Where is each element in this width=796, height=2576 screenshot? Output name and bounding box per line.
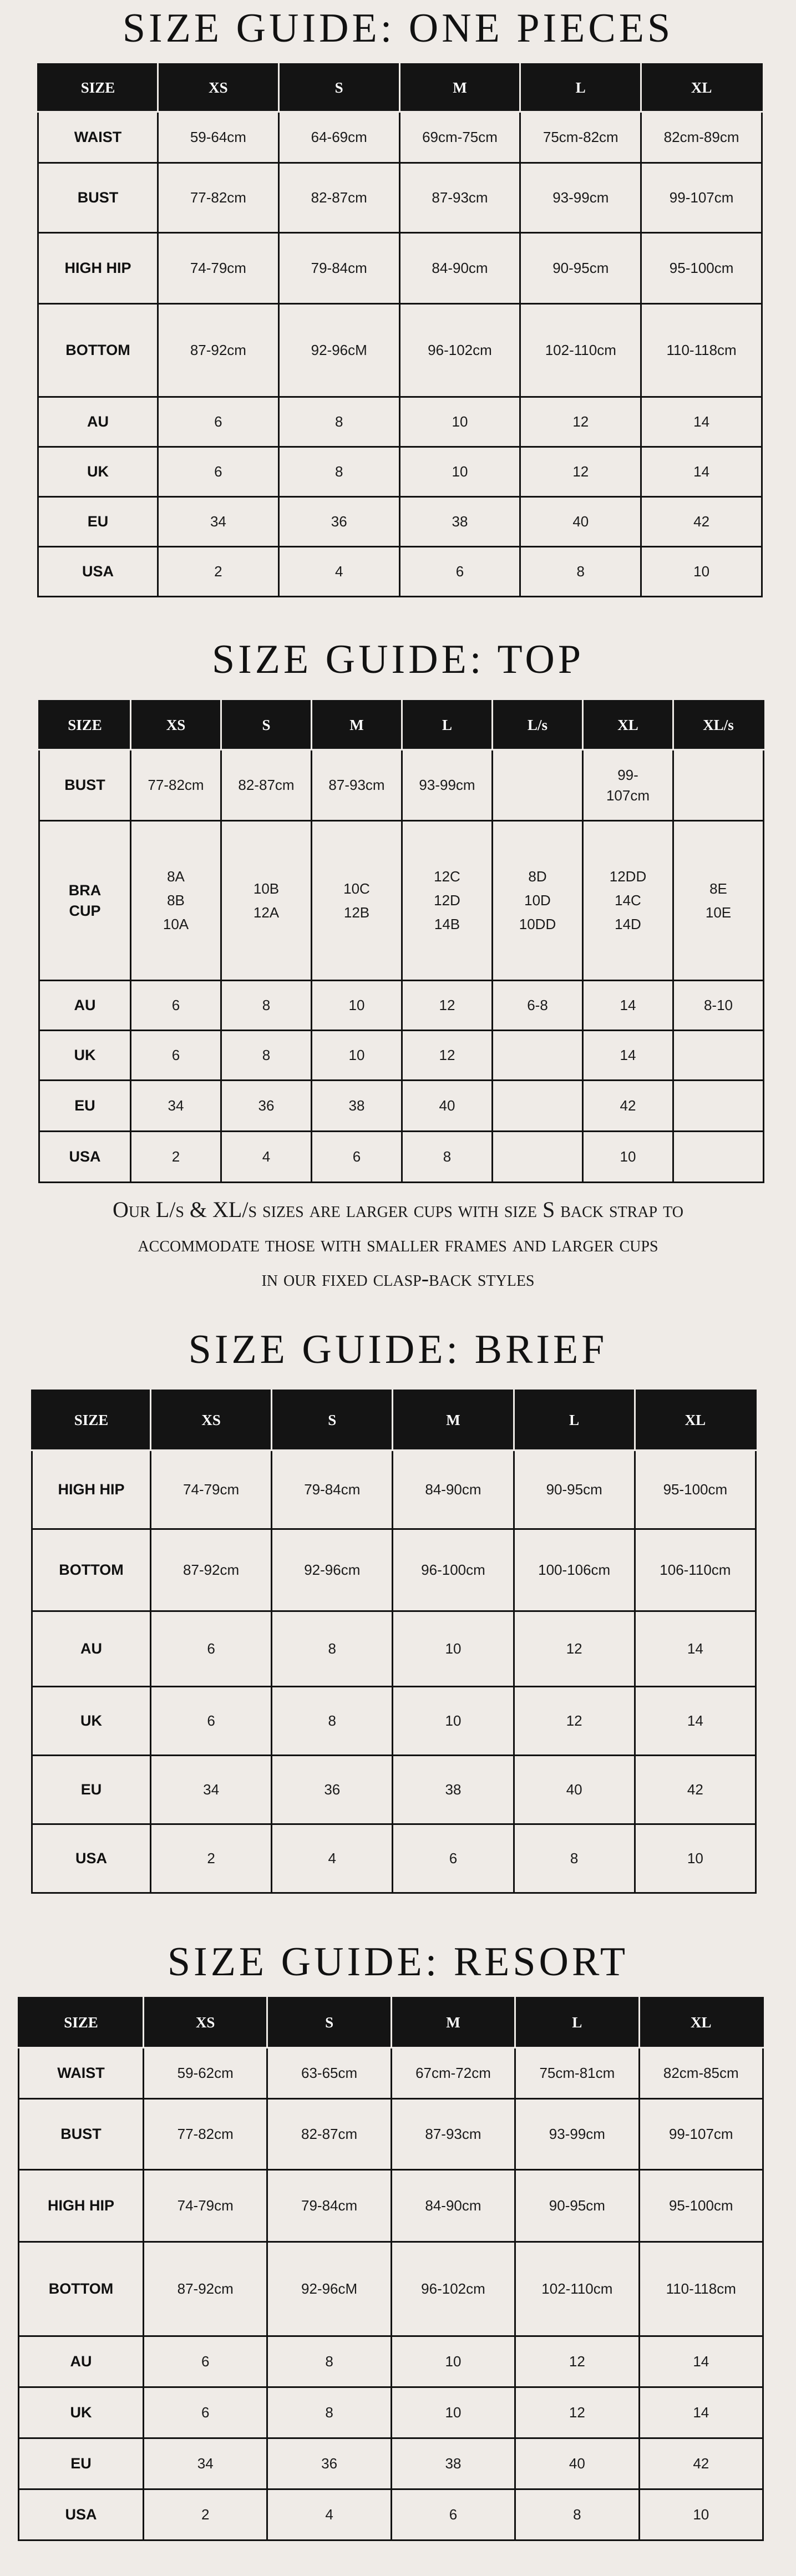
note-line: in our fixed clasp-back styles [261, 1266, 535, 1291]
size-cell: 96-102cm [391, 2242, 515, 2336]
size-cell: 74-79cm [144, 2170, 267, 2242]
top-size-table [38, 700, 764, 1183]
table-row-bottom [19, 2242, 763, 2336]
size-cell: 8 [520, 547, 641, 597]
size-cell: 6 [131, 1031, 221, 1081]
size-cell: 40 [515, 2438, 639, 2489]
header-row [39, 701, 764, 750]
header-xl: XL [639, 1998, 763, 2048]
size-cell: 99-107cm [583, 750, 673, 821]
row-label-high-hip: HIGH HIP [38, 233, 158, 304]
table-row-high-hip [32, 1451, 756, 1529]
size-cell [493, 1031, 583, 1081]
row-label-usa: USA [32, 1824, 151, 1893]
one-pieces-size-table [37, 63, 763, 597]
table-row-au [32, 1611, 756, 1687]
row-label-eu: EU [38, 497, 158, 547]
size-cell: 82-87cm [278, 163, 399, 233]
size-cell: 102-110cm [520, 304, 641, 397]
size-cell: 8 [515, 2489, 639, 2540]
row-label-bust: BUST [38, 163, 158, 233]
size-cell: 67cm-72cm [391, 2048, 515, 2099]
size-cell: 10 [312, 981, 402, 1031]
size-cell: 99-107cm [641, 163, 762, 233]
header-s: S [272, 1391, 393, 1451]
size-cell: 8 [514, 1824, 635, 1893]
table-row-high-hip [38, 233, 762, 304]
header-m: M [393, 1391, 514, 1451]
size-cell: 40 [520, 497, 641, 547]
size-cell: 77-82cm [158, 163, 279, 233]
table-row-bust [39, 750, 764, 821]
row-label-uk: UK [19, 2387, 144, 2438]
size-cell: 14 [641, 447, 762, 497]
size-cell: 42 [641, 497, 762, 547]
row-label-au: AU [38, 397, 158, 447]
size-cell: 34 [144, 2438, 267, 2489]
table-row-high-hip [19, 2170, 763, 2242]
size-cell: 4 [221, 1132, 312, 1183]
size-cell: 8 [402, 1132, 493, 1183]
size-cell: 10 [639, 2489, 763, 2540]
row-label-usa: USA [38, 547, 158, 597]
header-s: S [278, 64, 399, 112]
size-cell: 8-10 [673, 981, 764, 1031]
table-row-bust [38, 163, 762, 233]
header-m: M [399, 64, 520, 112]
size-cell: 87-93cm [391, 2099, 515, 2170]
size-cell: 6 [151, 1611, 272, 1687]
size-cell: 64-69cm [278, 112, 399, 163]
header-xl-s: XL/s [673, 701, 764, 750]
size-cell: 8 [278, 447, 399, 497]
size-cell: 8E 10E [673, 821, 764, 981]
size-cell [493, 1081, 583, 1132]
header-row [38, 64, 762, 112]
size-cell [673, 1081, 764, 1132]
size-cell: 10 [641, 547, 762, 597]
size-cell: 59-62cm [144, 2048, 267, 2099]
size-cell: 10 [635, 1824, 756, 1893]
table-row-eu [38, 497, 762, 547]
size-cell: 6 [391, 2489, 515, 2540]
resort-title: SIZE GUIDE: RESORT [167, 1939, 629, 1985]
note-line: Our L/s & XL/s sizes are larger cups with size S back strap to [113, 1197, 683, 1222]
size-cell: 14 [639, 2387, 763, 2438]
table-row-eu [19, 2438, 763, 2489]
size-cell: 12 [515, 2387, 639, 2438]
size-cell: 77-82cm [131, 750, 221, 821]
size-cell [493, 1132, 583, 1183]
size-cell: 6 [144, 2387, 267, 2438]
row-label-au: AU [19, 2336, 144, 2387]
size-cell: 12 [402, 981, 493, 1031]
size-cell: 14 [635, 1687, 756, 1756]
size-cell: 95-100cm [641, 233, 762, 304]
size-cell: 10 [583, 1132, 673, 1183]
brief-size-table [31, 1390, 757, 1894]
size-cell: 12 [520, 397, 641, 447]
size-cell: 40 [402, 1081, 493, 1132]
size-cell: 40 [514, 1756, 635, 1824]
size-cell [673, 1031, 764, 1081]
size-cell: 63-65cm [267, 2048, 391, 2099]
size-cell: 93-99cm [402, 750, 493, 821]
table-row-usa [39, 1132, 764, 1183]
row-label-bust: BUST [39, 750, 131, 821]
size-cell: 12 [515, 2336, 639, 2387]
header-row [32, 1391, 756, 1451]
size-cell: 8 [221, 1031, 312, 1081]
size-cell: 96-100cm [393, 1529, 514, 1611]
size-cell [673, 750, 764, 821]
size-cell: 2 [151, 1824, 272, 1893]
size-cell: 10 [399, 397, 520, 447]
size-cell: 6 [158, 447, 279, 497]
row-label-high-hip: HIGH HIP [19, 2170, 144, 2242]
size-cell: 2 [144, 2489, 267, 2540]
header-xl: XL [635, 1391, 756, 1451]
size-cell: 4 [272, 1824, 393, 1893]
size-cell: 42 [639, 2438, 763, 2489]
size-cell: 84-90cm [393, 1451, 514, 1529]
size-cell: 38 [391, 2438, 515, 2489]
table-row-uk [39, 1031, 764, 1081]
size-cell: 10C 12B [312, 821, 402, 981]
size-cell: 14 [583, 1031, 673, 1081]
table-row-waist [19, 2048, 763, 2099]
size-cell: 92-96cM [267, 2242, 391, 2336]
size-cell: 34 [158, 497, 279, 547]
size-cell: 36 [272, 1756, 393, 1824]
row-label-bust: BUST [19, 2099, 144, 2170]
size-cell: 38 [393, 1756, 514, 1824]
row-label-bra-cup: BRA CUP [39, 821, 131, 981]
size-cell: 8D 10D 10DD [493, 821, 583, 981]
size-cell: 84-90cm [391, 2170, 515, 2242]
table-row-waist [38, 112, 762, 163]
table-row-usa [38, 547, 762, 597]
size-cell: 8 [221, 981, 312, 1031]
size-cell: 6 [393, 1824, 514, 1893]
size-cell: 110-118cm [641, 304, 762, 397]
size-cell: 12DD 14C 14D [583, 821, 673, 981]
row-label-eu: EU [19, 2438, 144, 2489]
header-row [19, 1998, 763, 2048]
size-cell: 79-84cm [278, 233, 399, 304]
size-cell: 6 [144, 2336, 267, 2387]
size-cell: 84-90cm [399, 233, 520, 304]
table-row-au [38, 397, 762, 447]
size-cell: 77-82cm [144, 2099, 267, 2170]
table-row-uk [38, 447, 762, 497]
header-l: L [514, 1391, 635, 1451]
size-cell: 6-8 [493, 981, 583, 1031]
brief-title: SIZE GUIDE: BRIEF [188, 1327, 608, 1372]
size-cell: 10 [399, 447, 520, 497]
size-cell: 95-100cm [639, 2170, 763, 2242]
row-label-usa: USA [19, 2489, 144, 2540]
size-cell: 69cm-75cm [399, 112, 520, 163]
size-cell: 93-99cm [520, 163, 641, 233]
size-cell: 6 [399, 547, 520, 597]
size-cell: 10 [393, 1687, 514, 1756]
row-label-bottom: BOTTOM [38, 304, 158, 397]
size-cell: 95-100cm [635, 1451, 756, 1529]
size-cell: 90-95cm [515, 2170, 639, 2242]
header-l-s: L/s [493, 701, 583, 750]
header-s: S [267, 1998, 391, 2048]
size-cell: 36 [267, 2438, 391, 2489]
header-size: SIZE [19, 1998, 144, 2048]
row-label-waist: WAIST [38, 112, 158, 163]
header-xs: XS [158, 64, 279, 112]
row-label-high-hip: HIGH HIP [32, 1451, 151, 1529]
size-cell: 6 [158, 397, 279, 447]
size-cell: 10B 12A [221, 821, 312, 981]
row-label-eu: EU [32, 1756, 151, 1824]
header-xs: XS [144, 1998, 267, 2048]
table-row-au [19, 2336, 763, 2387]
size-cell: 14 [583, 981, 673, 1031]
row-label-usa: USA [39, 1132, 131, 1183]
header-size: SIZE [38, 64, 158, 112]
header-xs: XS [151, 1391, 272, 1451]
size-cell: 38 [312, 1081, 402, 1132]
size-cell: 10 [391, 2336, 515, 2387]
size-cell: 6 [151, 1687, 272, 1756]
table-row-eu [39, 1081, 764, 1132]
size-cell: 4 [267, 2489, 391, 2540]
size-cell: 10 [391, 2387, 515, 2438]
size-cell: 2 [158, 547, 279, 597]
size-cell: 82-87cm [267, 2099, 391, 2170]
size-cell: 6 [131, 981, 221, 1031]
header-xl: XL [583, 701, 673, 750]
size-cell: 102-110cm [515, 2242, 639, 2336]
header-m: M [391, 1998, 515, 2048]
resort-size-table [18, 1997, 764, 2541]
size-cell: 4 [278, 547, 399, 597]
size-cell: 74-79cm [158, 233, 279, 304]
header-l: L [402, 701, 493, 750]
size-cell: 12 [514, 1687, 635, 1756]
size-cell: 6 [312, 1132, 402, 1183]
row-label-waist: WAIST [19, 2048, 144, 2099]
size-cell: 14 [639, 2336, 763, 2387]
size-cell: 8 [278, 397, 399, 447]
size-cell: 36 [278, 497, 399, 547]
size-cell: 87-93cm [399, 163, 520, 233]
table-row-bottom [32, 1529, 756, 1611]
size-cell: 74-79cm [151, 1451, 272, 1529]
size-cell: 14 [641, 397, 762, 447]
header-size: SIZE [32, 1391, 151, 1451]
row-label-au: AU [39, 981, 131, 1031]
size-cell [493, 750, 583, 821]
row-label-bottom: BOTTOM [32, 1529, 151, 1611]
size-cell: 34 [131, 1081, 221, 1132]
header-s: S [221, 701, 312, 750]
size-cell: 8 [267, 2336, 391, 2387]
size-cell: 87-92cm [158, 304, 279, 397]
table-row-uk [19, 2387, 763, 2438]
size-cell: 82cm-89cm [641, 112, 762, 163]
size-cell: 87-93cm [312, 750, 402, 821]
size-cell: 14 [635, 1611, 756, 1687]
row-label-uk: UK [32, 1687, 151, 1756]
header-xs: XS [131, 701, 221, 750]
size-cell: 87-92cm [151, 1529, 272, 1611]
top-title: SIZE GUIDE: TOP [211, 637, 585, 682]
size-cell: 10 [393, 1611, 514, 1687]
size-cell: 92-96cM [278, 304, 399, 397]
size-cell: 99-107cm [639, 2099, 763, 2170]
table-row-eu [32, 1756, 756, 1824]
size-cell: 42 [583, 1081, 673, 1132]
size-cell: 82cm-85cm [639, 2048, 763, 2099]
size-cell: 106-110cm [635, 1529, 756, 1611]
size-cell: 92-96cm [272, 1529, 393, 1611]
note-line: accommodate those with smaller frames and larger cups [138, 1231, 658, 1256]
size-cell: 2 [131, 1132, 221, 1183]
size-cell: 42 [635, 1756, 756, 1824]
size-cell: 12C 12D 14B [402, 821, 493, 981]
size-cell: 8A 8B 10A [131, 821, 221, 981]
size-cell: 10 [312, 1031, 402, 1081]
table-row-bra-cup [39, 821, 764, 981]
header-l: L [520, 64, 641, 112]
size-cell: 100-106cm [514, 1529, 635, 1611]
size-cell: 8 [267, 2387, 391, 2438]
size-cell: 110-118cm [639, 2242, 763, 2336]
size-cell: 36 [221, 1081, 312, 1132]
size-cell: 87-92cm [144, 2242, 267, 2336]
size-cell: 93-99cm [515, 2099, 639, 2170]
table-row-uk [32, 1687, 756, 1756]
size-cell: 90-95cm [514, 1451, 635, 1529]
table-row-bottom [38, 304, 762, 397]
row-label-au: AU [32, 1611, 151, 1687]
table-row-au [39, 981, 764, 1031]
size-cell: 12 [402, 1031, 493, 1081]
size-cell: 59-64cm [158, 112, 279, 163]
table-row-usa [19, 2489, 763, 2540]
header-size: SIZE [39, 701, 131, 750]
size-cell: 34 [151, 1756, 272, 1824]
header-l: L [515, 1998, 639, 2048]
size-cell: 79-84cm [267, 2170, 391, 2242]
table-row-bust [19, 2099, 763, 2170]
row-label-uk: UK [38, 447, 158, 497]
header-xl: XL [641, 64, 762, 112]
size-cell [673, 1132, 764, 1183]
size-cell: 79-84cm [272, 1451, 393, 1529]
size-cell: 8 [272, 1687, 393, 1756]
row-label-eu: EU [39, 1081, 131, 1132]
size-cell: 12 [520, 447, 641, 497]
size-cell: 8 [272, 1611, 393, 1687]
size-cell: 12 [514, 1611, 635, 1687]
header-m: M [312, 701, 402, 750]
size-cell: 90-95cm [520, 233, 641, 304]
size-cell: 82-87cm [221, 750, 312, 821]
top-sizing-note [0, 1193, 796, 1296]
size-cell: 75cm-81cm [515, 2048, 639, 2099]
size-cell: 38 [399, 497, 520, 547]
one-pieces-title: SIZE GUIDE: ONE PIECES [122, 6, 674, 51]
row-label-uk: UK [39, 1031, 131, 1081]
size-cell: 75cm-82cm [520, 112, 641, 163]
row-label-bottom: BOTTOM [19, 2242, 144, 2336]
table-row-usa [32, 1824, 756, 1893]
size-cell: 96-102cm [399, 304, 520, 397]
